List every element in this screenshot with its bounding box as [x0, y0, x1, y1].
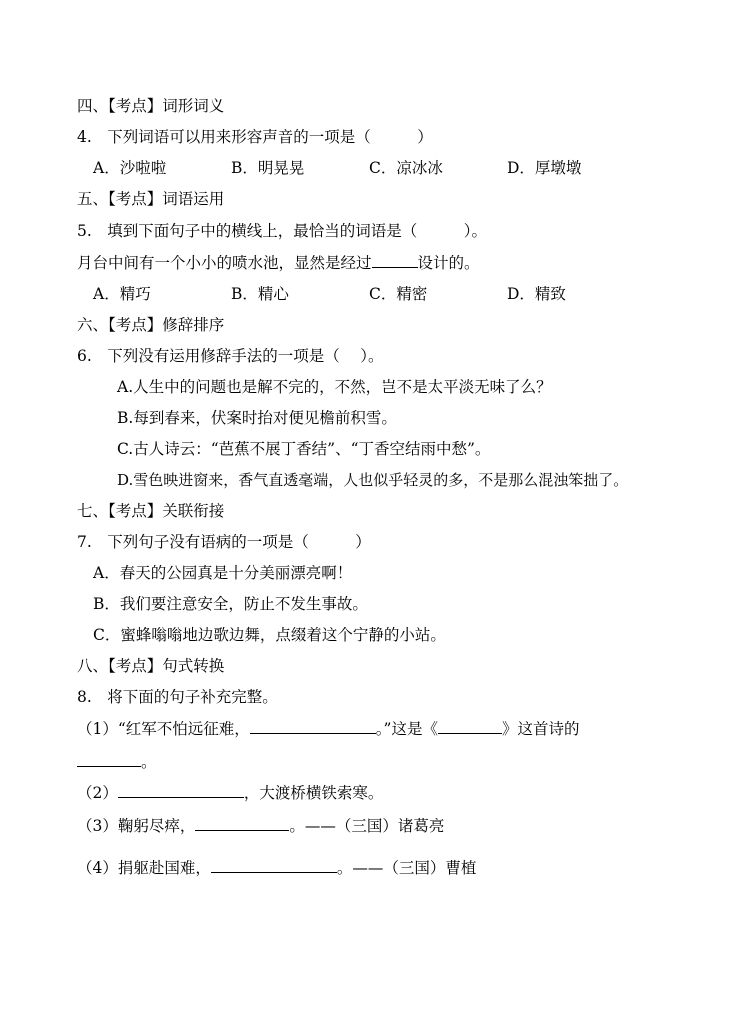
question-4-stem: 4. 下列词语可以用来形容声音的一项是（ ）: [77, 128, 433, 146]
question-8-item-4-text-b: 。——（三国）曹植: [336, 859, 477, 877]
question-8-item-1-blank-3[interactable]: [77, 752, 141, 767]
question-8-item-1-text-d: 。: [141, 753, 157, 771]
question-8-item-1-text-c: 》这首诗的: [501, 720, 580, 738]
question-5-stem: 5. 填到下面句子中的横线上，最恰当的词语是（ ）。: [77, 222, 488, 240]
section-heading-7: 七、【考点】关联衔接: [77, 502, 225, 520]
question-8-item-2-blank[interactable]: [118, 783, 244, 798]
section-heading-5: 五、【考点】词语运用: [77, 190, 225, 208]
question-6-stem: 6. 下列没有运用修辞手法的一项是（ ）。: [77, 347, 384, 365]
question-8-item-4-blank[interactable]: [211, 858, 337, 873]
section-heading-4: 四、【考点】词形词义: [77, 97, 225, 115]
question-6-option-c: C.古人诗云：“芭蕉不展丁香结”、“丁香空结雨中愁”。: [117, 440, 491, 458]
question-7-option-c: C．蜜蜂嗡嗡地边歌边舞，点缀着这个宁静的小站。: [93, 626, 446, 644]
question-6-option-a: A.人生中的问题也是解不完的，不然，岂不是太平淡无味了么？: [117, 378, 552, 396]
question-6-option-d: D.雪色映进窗来，香气直透毫端，人也似乎轻灵的多，不是那么混浊笨拙了。: [117, 471, 629, 489]
question-7-option-a: A．春天的公园真是十分美丽漂亮啊！: [93, 564, 353, 582]
question-8-item-1-blank-1[interactable]: [250, 719, 376, 734]
question-4-option-d: D．厚墩墩: [507, 159, 582, 177]
question-8-item-1-continued: [77, 752, 157, 772]
question-6-option-b: B.每到春来，伏案时抬对便见檐前积雪。: [117, 409, 397, 427]
question-8-item-1-blank-2[interactable]: [438, 719, 502, 734]
question-7-option-b: B．我们要注意安全，防止不发生事故。: [93, 595, 368, 613]
question-8-item-4: [77, 858, 476, 878]
question-8-item-3-text-b: 。——（三国）诸葛亮: [289, 817, 445, 835]
question-4-option-b: B．明晃晃: [231, 159, 305, 177]
question-4-option-a: A．沙啦啦: [93, 159, 167, 177]
question-8-item-1-text-a: （1）“红军不怕远征难，: [77, 720, 250, 738]
question-8-item-4-text-a: （4）捐躯赴国难，: [77, 859, 211, 877]
question-5-option-d: D．精致: [507, 285, 566, 303]
question-5-sentence: [77, 253, 480, 273]
question-8-item-1: [77, 719, 580, 739]
question-4-option-c: C．凉冰冰: [369, 159, 443, 177]
question-8-item-3-blank[interactable]: [195, 816, 289, 831]
section-heading-8: 八、【考点】句式转换: [77, 657, 225, 675]
question-5-sentence-after: 设计的。: [417, 254, 480, 272]
section-heading-6: 六、【考点】修辞排序: [77, 316, 225, 334]
question-8-item-1-text-b: 。”这是《: [375, 720, 438, 738]
question-7-stem: 7. 下列句子没有语病的一项是（ ）: [77, 533, 371, 551]
question-5-blank[interactable]: [372, 253, 418, 268]
question-8-item-2-text-a: （2）: [77, 784, 118, 802]
question-8-stem: 8. 将下面的句子补充完整。: [77, 688, 278, 706]
question-5-option-b: B．精心: [231, 285, 289, 303]
question-8-item-2: [77, 783, 383, 803]
question-5-option-a: A．精巧: [93, 285, 151, 303]
question-5-option-c: C．精密: [369, 285, 428, 303]
question-5-sentence-before: 月台中间有一个小小的喷水池，显然是经过: [77, 254, 372, 272]
question-8-item-3-text-a: （3）鞠躬尽瘁，: [77, 817, 196, 835]
question-8-item-3: [77, 816, 444, 836]
question-8-item-2-text-b: ，大渡桥横铁索寒。: [243, 784, 384, 802]
